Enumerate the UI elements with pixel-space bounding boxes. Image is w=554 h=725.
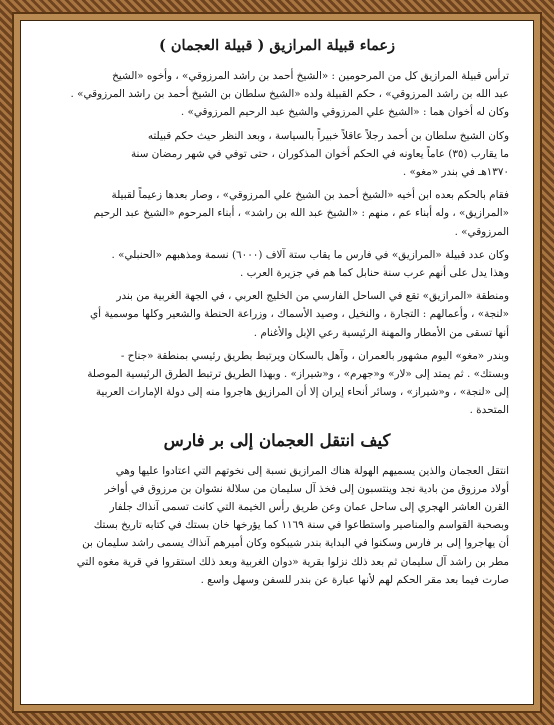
text-line: المتحدة .: [469, 404, 509, 417]
text-line: وهذا يدل على أنهم عرب سنة حنابل كما هم في جزيرة العرب .: [239, 267, 509, 280]
paragraph: [45, 246, 509, 282]
text-line: وبصحبة القواسم والمناصير واستطاعوا في سنة ١١٦٩ كما يؤرخها خان بستك في كتابه تاريخ بستك: [93, 519, 509, 532]
text-line: المرزوقي» .: [454, 225, 509, 238]
text-line: أولاد مرزوق من بادية نجد وينتسبون إلى فخذ آل سليمان من سلالة نشوان بن مرزوق في أواخر: [104, 482, 509, 495]
text-line: وكان الشيخ سلطان بن أحمد رجلاً عاقلاً خبيراً بالسياسة ، وبعد النظر حيث حكم قبيلته: [147, 129, 509, 142]
text-line: وبستك» . ثم يمتد إلى «لار» و«جهرم» ، و«شيراز» . وبهذا الطريق ترتبط الطرق الرئيسية الموصلة: [87, 368, 509, 381]
text-line: وكان عدد قبيلة «المرازيق» في فارس ما يقاب ستة آلاف (٦٠٠٠) نسمة ومذهبهم «الحنبلي» .: [111, 248, 509, 261]
document-page: [20, 20, 534, 705]
section-title: كيف انتقل العجمان إلى بر فارس: [163, 430, 391, 450]
text-line: وكان له أخوان هما : «الشيخ علي المرزوقي والشيخ عبد الرحيم المرزوقي» .: [180, 106, 509, 119]
text-line: مطر بن راشد آل سليمان ثم بعد ذلك نزلوا بقرية «دوان الغربية وبعد ذلك استقروا في قرية مغوه التي: [76, 555, 509, 568]
paragraph: [45, 462, 509, 589]
paragraph: [45, 287, 509, 342]
text-line: أنها تسقى من الأمطار والمهنة الرئيسية رعي الإبل والأغنام .: [253, 326, 509, 339]
text-line: ١٣٧٠هـ في بندر «مغو» .: [402, 166, 509, 179]
text-line: وبندر «مغو» اليوم مشهور بالعمران ، وآهل بالسكان ويرتبط بطريق رئيسي بمنطقة «جناح -: [120, 349, 509, 362]
text-line: «المرازيق» ، وله أبناء عم ، منهم : «الشيخ عبد الله بن راشد» ، أبناء المرحوم «الشيخ عبد الرحيم: [93, 207, 509, 220]
page-title: زعماء قبيلة المرازيق ( قبيلة العجمان ): [158, 37, 396, 54]
text-line: ترأس قبيلة المرازيق كل من المرحومين : «الشيخ أحمد بن راشد المرزوقي» ، وأخوه «الشيخ: [112, 70, 509, 82]
paragraph: [45, 347, 509, 420]
text-line: «لنجة» ، وأعمالهم : التجارة ، والنخيل ، وصيد الأسماك ، وزراعة الحنطة والشعير وكلها موسمية أي: [90, 308, 509, 321]
paragraph: [45, 67, 509, 122]
paragraph: [45, 127, 509, 182]
text-line: القرن العاشر الهجري إلى ساحل عمان وعن طريق رأس الخيمة التي كانت تسمى آنذاك جلفار: [109, 501, 509, 514]
text-line: صارت فيما بعد مقر الحكم لهم لأنها عبارة عن بندر للسفن وسهل واسع .: [200, 573, 509, 586]
text-line: أن يهاجروا إلى بر فارس وسكنوا في البداية بندر شيبكوه وكان أميرهم آنذاك يسمى راشد سليمان بن: [82, 537, 509, 550]
text-line: إلى «لنجة» ، و«شيراز» ، وسائر أنحاء إيران إلا أن المرازيق هاجروا منه إلى دولة الإمارات العربية: [95, 386, 509, 399]
text-line: انتقل العجمان والذين يسميهم الهولة هناك المرازيق نسبة إلى نخوتهم التي اعتادوا عليها وهي: [115, 464, 509, 477]
text-line: ومنطقة «المرازيق» تقع في الساحل الفارسي من الخليج العربي ، في الجهة الغربية من بندر: [116, 290, 509, 303]
text-line: ما يقارب (٣٥) عاماً يعاونه في الحكم أخوان المذكوران ، حتى توفي في شهر رمضان سنة: [130, 147, 509, 160]
text-line: فقام بالحكم بعده ابن أخيه «الشيخ أحمد بن الشيخ علي المرزوقي» ، وصار بعدها زعيماً لقبيلة: [111, 189, 509, 202]
text-line: عبد الله بن راشد المرزوقي» ، حكم القبيلة ولده «الشيخ سلطان بن الشيخ أحمد بن راشد المرزوقي» .: [70, 88, 509, 101]
paragraph: [45, 186, 509, 241]
